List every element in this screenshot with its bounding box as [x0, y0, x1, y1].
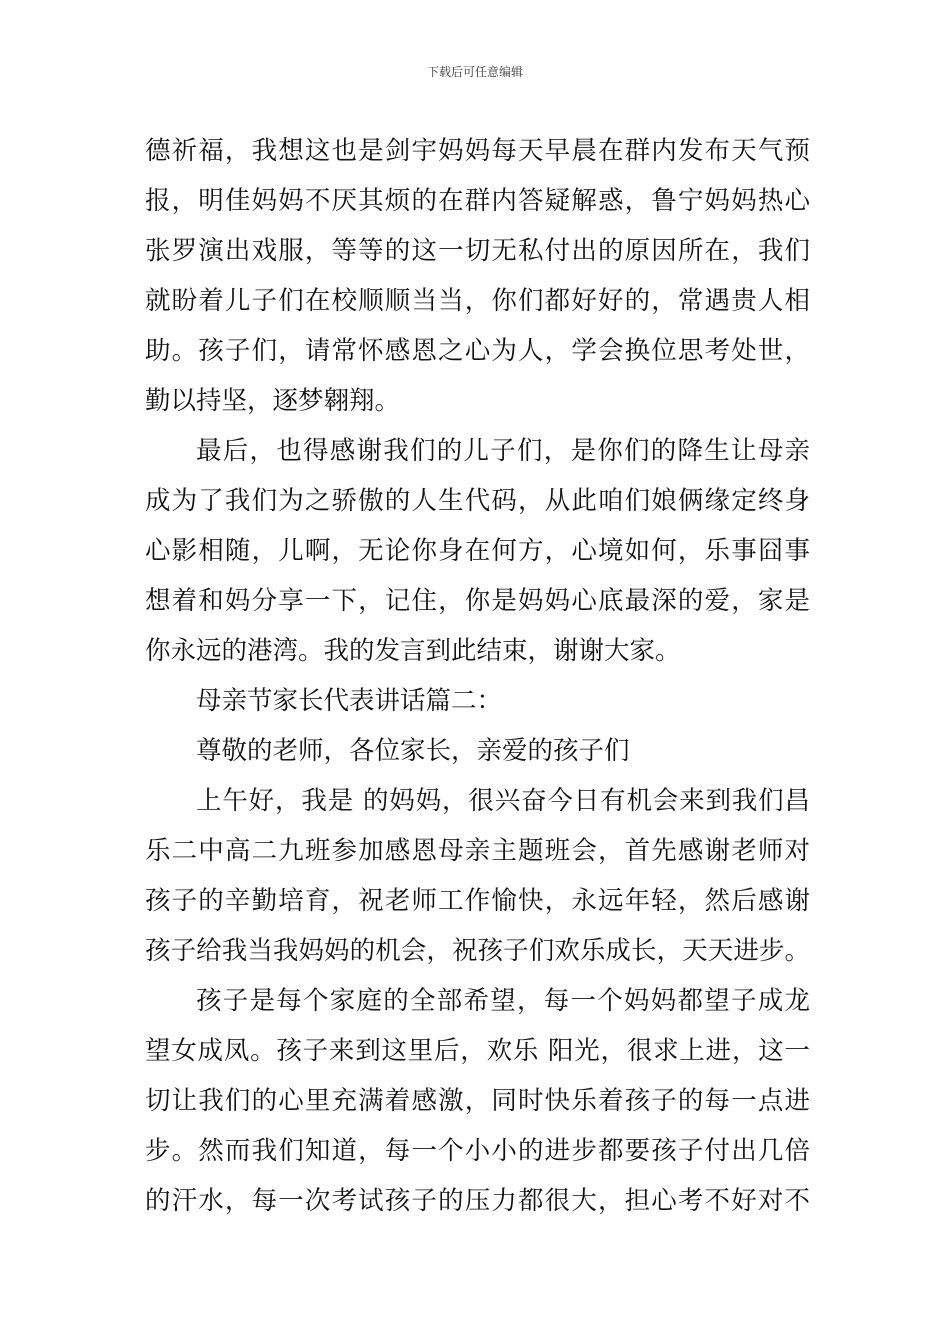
document-body — [145, 126, 810, 1226]
text-line: 的汗水，每一次考试孩子的压力都很大，担心考不好对不 — [145, 1186, 810, 1216]
text-line: 成为了我们为之骄傲的人生代码，从此咱们娘俩缘定终身 — [145, 486, 810, 516]
text-line: 助。孩子们，请常怀感恩之心为人，学会换位思考处世， — [145, 336, 810, 366]
text-line: 切让我们的心里充满着感激，同时快乐着孩子的每一点进 — [145, 1086, 810, 1116]
text-line: 就盼着儿子们在校顺顺当当，你们都好好的，常遇贵人相 — [145, 286, 810, 316]
salutation: 尊敬的老师，各位家长，亲爱的孩子们 — [196, 736, 630, 766]
page-header-note: 下载后可任意编辑 — [426, 65, 523, 79]
text-line: 最后，也得感谢我们的儿子们，是你们的降生让母亲 — [196, 436, 810, 466]
text-line: 张罗演出戏服，等等的这一切无私付出的原因所在，我们 — [145, 236, 810, 266]
text-line: 德祈福，我想这也是剑宇妈妈每天早晨在群内发布天气预 — [145, 136, 810, 166]
text-line: 孩子的辛勤培育，祝老师工作愉快，永远年轻，然后感谢 — [145, 886, 810, 916]
text-line: 心影相随，儿啊，无论你身在何方，心境如何，乐事囧事 — [145, 536, 810, 566]
text-line: 孩子给我当我妈妈的机会，祝孩子们欢乐成长，天天进步。 — [145, 936, 810, 966]
text-line: 勤以持坚，逐梦翱翔。 — [145, 386, 401, 416]
text-line: 上午好，我是 的妈妈，很兴奋今日有机会来到我们昌 — [196, 786, 810, 816]
text-line: 想着和妈分享一下，记住，你是妈妈心底最深的爱，家是 — [145, 586, 810, 616]
text-line: 望女成凤。孩子来到这里后，欢乐 阳光，很求上进，这一 — [145, 1036, 810, 1066]
text-line: 步。然而我们知道，每一个小小的进步都要孩子付出几倍 — [145, 1136, 810, 1166]
text-line: 报，明佳妈妈不厌其烦的在群内答疑解惑，鲁宁妈妈热心 — [145, 186, 810, 216]
section-heading: 母亲节家长代表讲话篇二： — [196, 686, 503, 716]
text-line: 乐二中高二九班参加感恩母亲主题班会，首先感谢老师对 — [145, 836, 810, 866]
text-line: 你永远的港湾。我的发言到此结束，谢谢大家。 — [145, 636, 681, 666]
text-line: 孩子是每个家庭的全部希望，每一个妈妈都望子成龙 — [196, 986, 810, 1016]
